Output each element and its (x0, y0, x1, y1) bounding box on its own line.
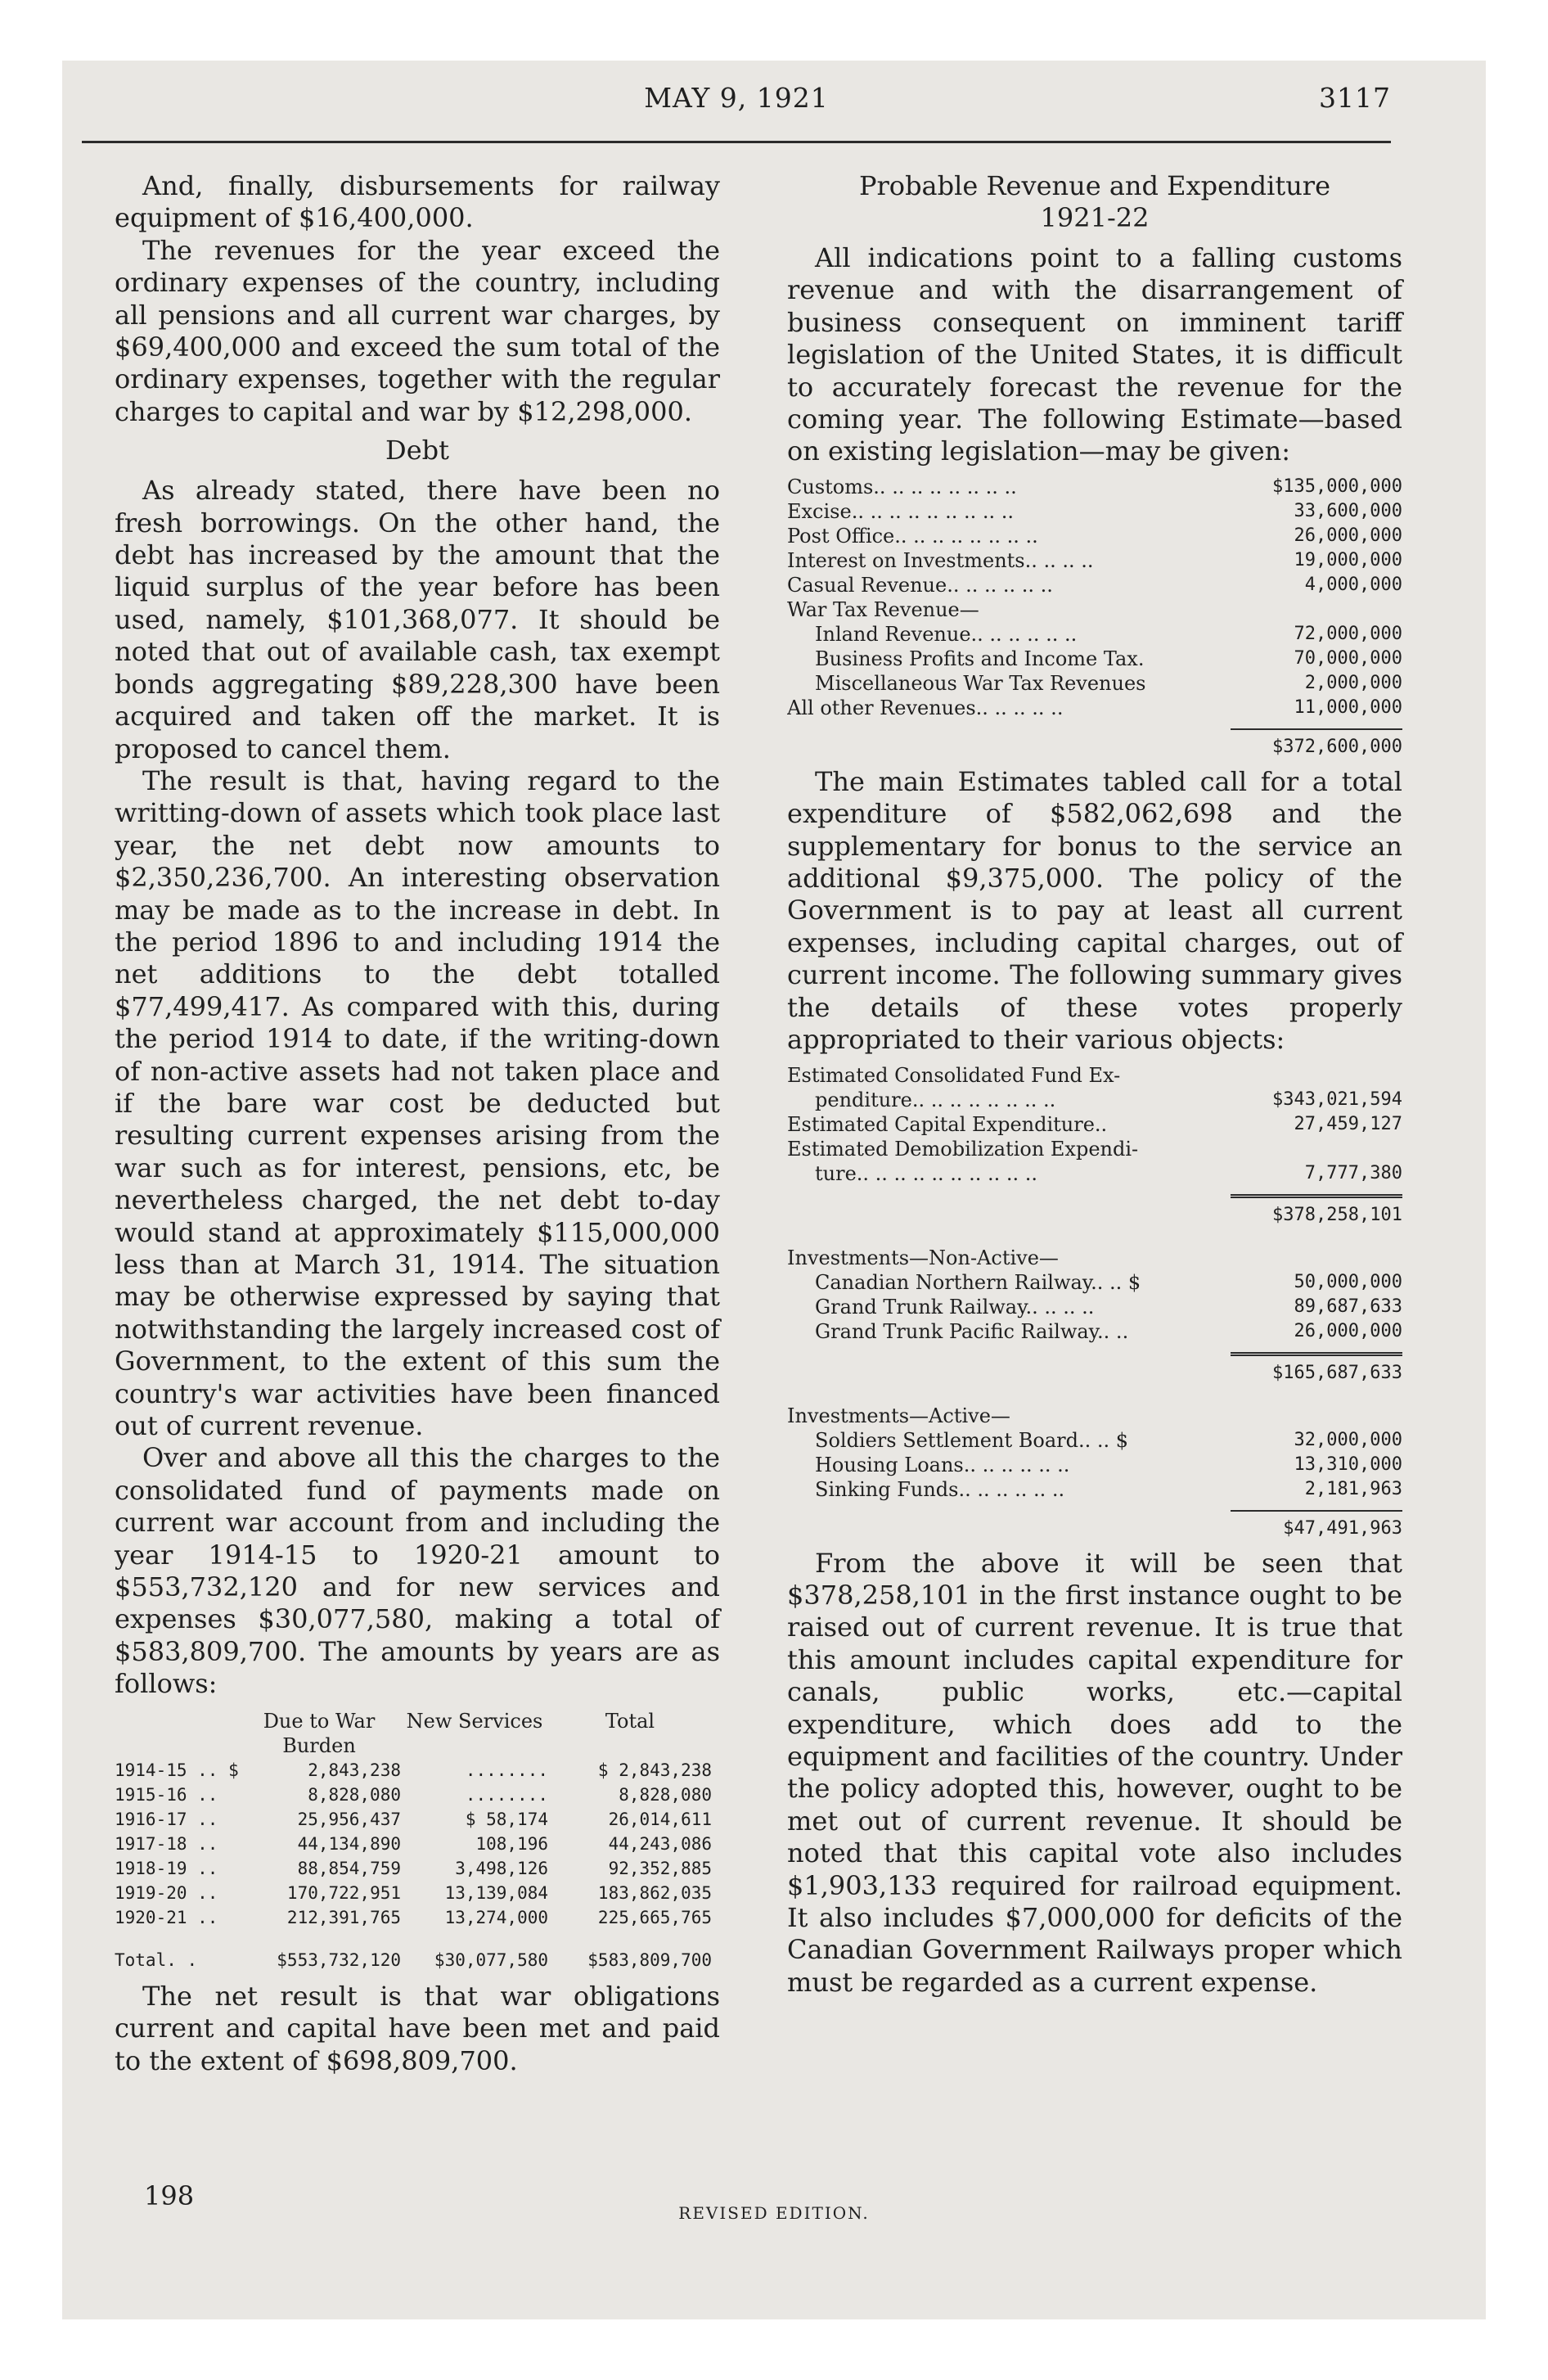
row-value: $135,000,000 (1272, 476, 1402, 497)
war-total: $553,732,120 (277, 1950, 401, 1970)
years-table (115, 1709, 720, 1972)
row-value (1231, 1137, 1402, 1161)
table-row (115, 1783, 720, 1807)
table-row (787, 597, 1402, 622)
row-label: Interest on Investments.. .. .. .. (787, 548, 1094, 572)
row-label: Grand Trunk Pacific Railway.. .. (815, 1319, 1129, 1343)
row-value: 26,000,000 (1294, 525, 1402, 546)
table-row (787, 1477, 1402, 1502)
total-cell: 225,665,765 (597, 1907, 712, 1927)
row-label: Casual Revenue.. .. .. .. .. .. (787, 573, 1053, 597)
war-cell: 25,956,437 (297, 1809, 401, 1829)
year-cell: 1919-20 .. (115, 1882, 218, 1903)
row-value: 13,310,000 (1294, 1454, 1402, 1475)
table-row (787, 622, 1402, 647)
row-value: 32,000,000 (1294, 1429, 1402, 1450)
table-row (115, 1905, 720, 1930)
nonactive-total: $165,687,633 (1231, 1352, 1402, 1386)
left-column (115, 170, 720, 2077)
row-value: 4,000,000 (1304, 574, 1402, 595)
table-row (787, 1137, 1402, 1161)
header-cell: Due to War Burden (263, 1709, 376, 1757)
table-row (787, 1088, 1402, 1112)
section-heading-year: 1921-22 (1040, 202, 1150, 233)
row-value: $343,021,594 (1272, 1089, 1402, 1110)
war-cell: 44,134,890 (297, 1833, 401, 1854)
year-cell: 1914-15 .. $ (115, 1760, 239, 1780)
paragraph: Over and above all this the charges to the consolidated fund of payments made on current war account from and including the year 1914-15 to 1920-21 amount to $553,732,120 and for new services and expenses $30,077,580, making a total of $583,809,700. The amounts by years are as follows: (115, 1442, 720, 1700)
row-value: 50,000,000 (1294, 1271, 1402, 1292)
table-row (787, 475, 1402, 499)
revenue-total: $372,600,000 (1231, 728, 1402, 760)
row-label: Excise.. .. .. .. .. .. .. .. .. (787, 499, 1015, 523)
row-label: Estimated Consolidated Fund Ex- (787, 1063, 1121, 1087)
row-label: Business Profits and Income Tax. (815, 647, 1145, 670)
row-value: 70,000,000 (1294, 647, 1402, 669)
table-row (115, 1832, 720, 1856)
row-value: 11,000,000 (1294, 696, 1402, 718)
row-label: Soldiers Settlement Board.. .. $ (815, 1428, 1129, 1452)
row-label: Sinking Funds.. .. .. .. .. .. (815, 1477, 1065, 1501)
nonactive-heading: Investments—Non-Active— (787, 1246, 1059, 1269)
war-cell: 88,854,759 (297, 1858, 401, 1878)
paragraph: As already stated, there have been no fresh borrowings. On the other hand, the debt has increased by the amount that the liquid surplus of the year before has been used, namely, $101,368,077. It should be noted that out of available cash, tax exempt bonds aggregating $89,228,300 have been acquired and taken off the market. It is proposed to cancel them. (115, 475, 720, 764)
table-row (115, 1881, 720, 1905)
header-cell: New Services (406, 1709, 543, 1733)
active-heading: Investments—Active— (787, 1404, 1010, 1427)
years-table-header (115, 1709, 720, 1758)
row-label: Housing Loans.. .. .. .. .. .. (815, 1453, 1070, 1476)
active-total: $47,491,963 (1231, 1510, 1402, 1541)
paragraph: The main Estimates tabled call for a total expenditure of $582,062,698 and the supplementary for bonus to the service an additional $9,375,000. The policy of the Government is to pay at least all current expenses, including capital charges, out of current income. The following summary gives the details of these votes properly appropriated to their various objects: (787, 765, 1402, 1056)
total-cell: 26,014,611 (608, 1809, 712, 1829)
table-row (115, 1807, 720, 1832)
row-label: Miscellaneous War Tax Revenues (815, 671, 1146, 695)
table-row (787, 671, 1402, 696)
services-cell: $ 58,174 (465, 1809, 548, 1829)
table-row (787, 1319, 1402, 1344)
paragraph: And, finally, disbursements for railway equipment of $16,400,000. (115, 170, 720, 234)
paragraph: The revenues for the year exceed the ordinary expenses of the country, including all pensions and all current war charges, by $69,400,000 and exceed the sum total of the ordinary expenses, together with the regular charges to capital and war by $12,298,000. (115, 234, 720, 427)
row-value: 27,459,127 (1294, 1113, 1402, 1134)
row-value: 7,777,380 (1304, 1162, 1402, 1183)
war-cell: 2,843,238 (308, 1760, 401, 1780)
grand-total: $583,809,700 (587, 1950, 712, 1970)
table-row (787, 1295, 1402, 1319)
row-value: 2,000,000 (1304, 672, 1402, 693)
row-label: Estimated Demobilization Expendi- (787, 1137, 1139, 1161)
total-cell: 92,352,885 (608, 1858, 712, 1878)
expenditure-total: $378,258,101 (1231, 1194, 1402, 1228)
year-cell: 1917-18 .. (115, 1833, 218, 1854)
table-row (787, 1428, 1402, 1453)
page-date: MAY 9, 1921 (644, 82, 829, 114)
table-row (787, 1161, 1402, 1186)
war-cell: 212,391,765 (286, 1907, 401, 1927)
table-row (787, 573, 1402, 597)
total-cell: 183,862,035 (597, 1882, 712, 1903)
row-value: 26,000,000 (1294, 1320, 1402, 1341)
table-row (115, 1758, 720, 1783)
services-cell: ........ (465, 1784, 548, 1805)
section-heading-revenue: Probable Revenue and Expenditure (858, 170, 1331, 201)
year-cell: 1915-16 .. (115, 1784, 218, 1805)
paragraph: From the above it will be seen that $378,258,101 in the first instance ought to be raised out of current revenue. It is true that this amount includes capital expenditure for canals, public works, etc.—capital expenditure, which does add to the equipment and facilities of the country. Under the policy adopted this, however, ought to be met out of current revenue. It should be noted that this capital vote also includes $1,903,133 required for railroad equipment. It also includes $7,000,000 for deficits of the Canadian Government Railways proper which must be regarded as a current expense. (787, 1547, 1402, 1998)
table-row (115, 1856, 720, 1881)
row-label: Estimated Capital Expenditure.. (787, 1112, 1108, 1136)
row-label: Canadian Northern Railway.. .. $ (815, 1270, 1141, 1294)
paragraph: The net result is that war obligations current and capital have been met and paid to the extent of $698,809,700. (115, 1980, 720, 2076)
war-cell: 170,722,951 (286, 1882, 401, 1903)
services-cell: 13,139,084 (444, 1882, 548, 1903)
services-total: $30,077,580 (434, 1950, 548, 1970)
year-cell: 1916-17 .. (115, 1809, 218, 1829)
table-row (787, 1270, 1402, 1295)
row-label: ture.. .. .. .. .. .. .. .. .. .. (815, 1161, 1038, 1185)
table-row (787, 499, 1402, 524)
total-cell: 44,243,086 (608, 1833, 712, 1854)
services-cell: 108,196 (475, 1833, 548, 1854)
year-cell: 1918-19 .. (115, 1858, 218, 1878)
paragraph: The result is that, having regard to the writting-down of assets which took place last year, the net debt now amounts to $2,350,236,700. An interesting observation may be made as to the increase in debt. In the period 1896 to and including 1914 the net additions to the debt totalled $77,499,417. As compared with this, during the period 1914 to date, if the writing-down of non-active assets had not taken place and if the bare war cost be deducted but resulting current expenses arising from the war such as for interest, pensions, etc, be nevertheless charged, the net debt to-day would stand at approximately $115,000,000 less than at March 31, 1914. The situation may be otherwise expressed by saying that notwithstanding the largely increased cost of Government, to the extent of this sum the country's war activities have been financed out of current revenue. (115, 764, 720, 1442)
header-cell: Total (605, 1709, 655, 1733)
right-column (787, 170, 1402, 1999)
services-cell: 13,274,000 (444, 1907, 548, 1927)
row-label: Customs.. .. .. .. .. .. .. .. (787, 475, 1017, 498)
table-row (787, 1112, 1402, 1137)
row-label: All other Revenues.. .. .. .. .. (787, 696, 1064, 719)
war-cell: 8,828,080 (308, 1784, 401, 1805)
row-label: Inland Revenue.. .. .. .. .. .. (815, 622, 1078, 646)
table-row (787, 647, 1402, 671)
table-row (787, 548, 1402, 573)
section-heading-debt: Debt (385, 435, 449, 467)
total-label: Total. . (115, 1950, 198, 1970)
revenue-table (787, 475, 1402, 760)
services-cell: 3,498,126 (455, 1858, 548, 1878)
expenditure-table (787, 1063, 1402, 1541)
footer-edition: REVISED EDITION. (678, 2203, 870, 2223)
row-value (1231, 597, 1402, 622)
paragraph: All indications point to a falling customs revenue and with the disarrangement of business consequent on imminent tariff legislation of the United States, it is difficult to accurately forecast the revenue for the coming year. The following Estimate—based on existing legislation—may be given: (787, 242, 1402, 467)
row-value: 19,000,000 (1294, 549, 1402, 570)
table-row (787, 1453, 1402, 1477)
table-row (787, 1063, 1402, 1088)
row-value: 2,181,963 (1304, 1478, 1402, 1499)
row-value: 89,687,633 (1294, 1296, 1402, 1317)
header-cell (115, 1709, 237, 1758)
total-cell: $ 2,843,238 (597, 1760, 712, 1780)
row-value: 72,000,000 (1294, 623, 1402, 644)
year-cell: 1920-21 .. (115, 1907, 218, 1927)
header-rule (82, 141, 1391, 143)
total-cell: 8,828,080 (619, 1784, 712, 1805)
row-value: 33,600,000 (1294, 500, 1402, 521)
table-row (787, 696, 1402, 720)
page-header (82, 82, 1391, 115)
row-label: Post Office.. .. .. .. .. .. .. .. (787, 524, 1038, 548)
table-total-row (115, 1948, 720, 1972)
page-number: 3117 (1319, 82, 1391, 114)
row-label: penditure.. .. .. .. .. .. .. .. (815, 1088, 1056, 1111)
footer-page-number: 198 (144, 2180, 195, 2211)
row-label: Grand Trunk Railway.. .. .. .. (815, 1295, 1095, 1318)
services-cell: ........ (465, 1760, 548, 1780)
row-label: War Tax Revenue— (787, 597, 979, 621)
row-value (1231, 1063, 1402, 1088)
table-row (787, 524, 1402, 548)
